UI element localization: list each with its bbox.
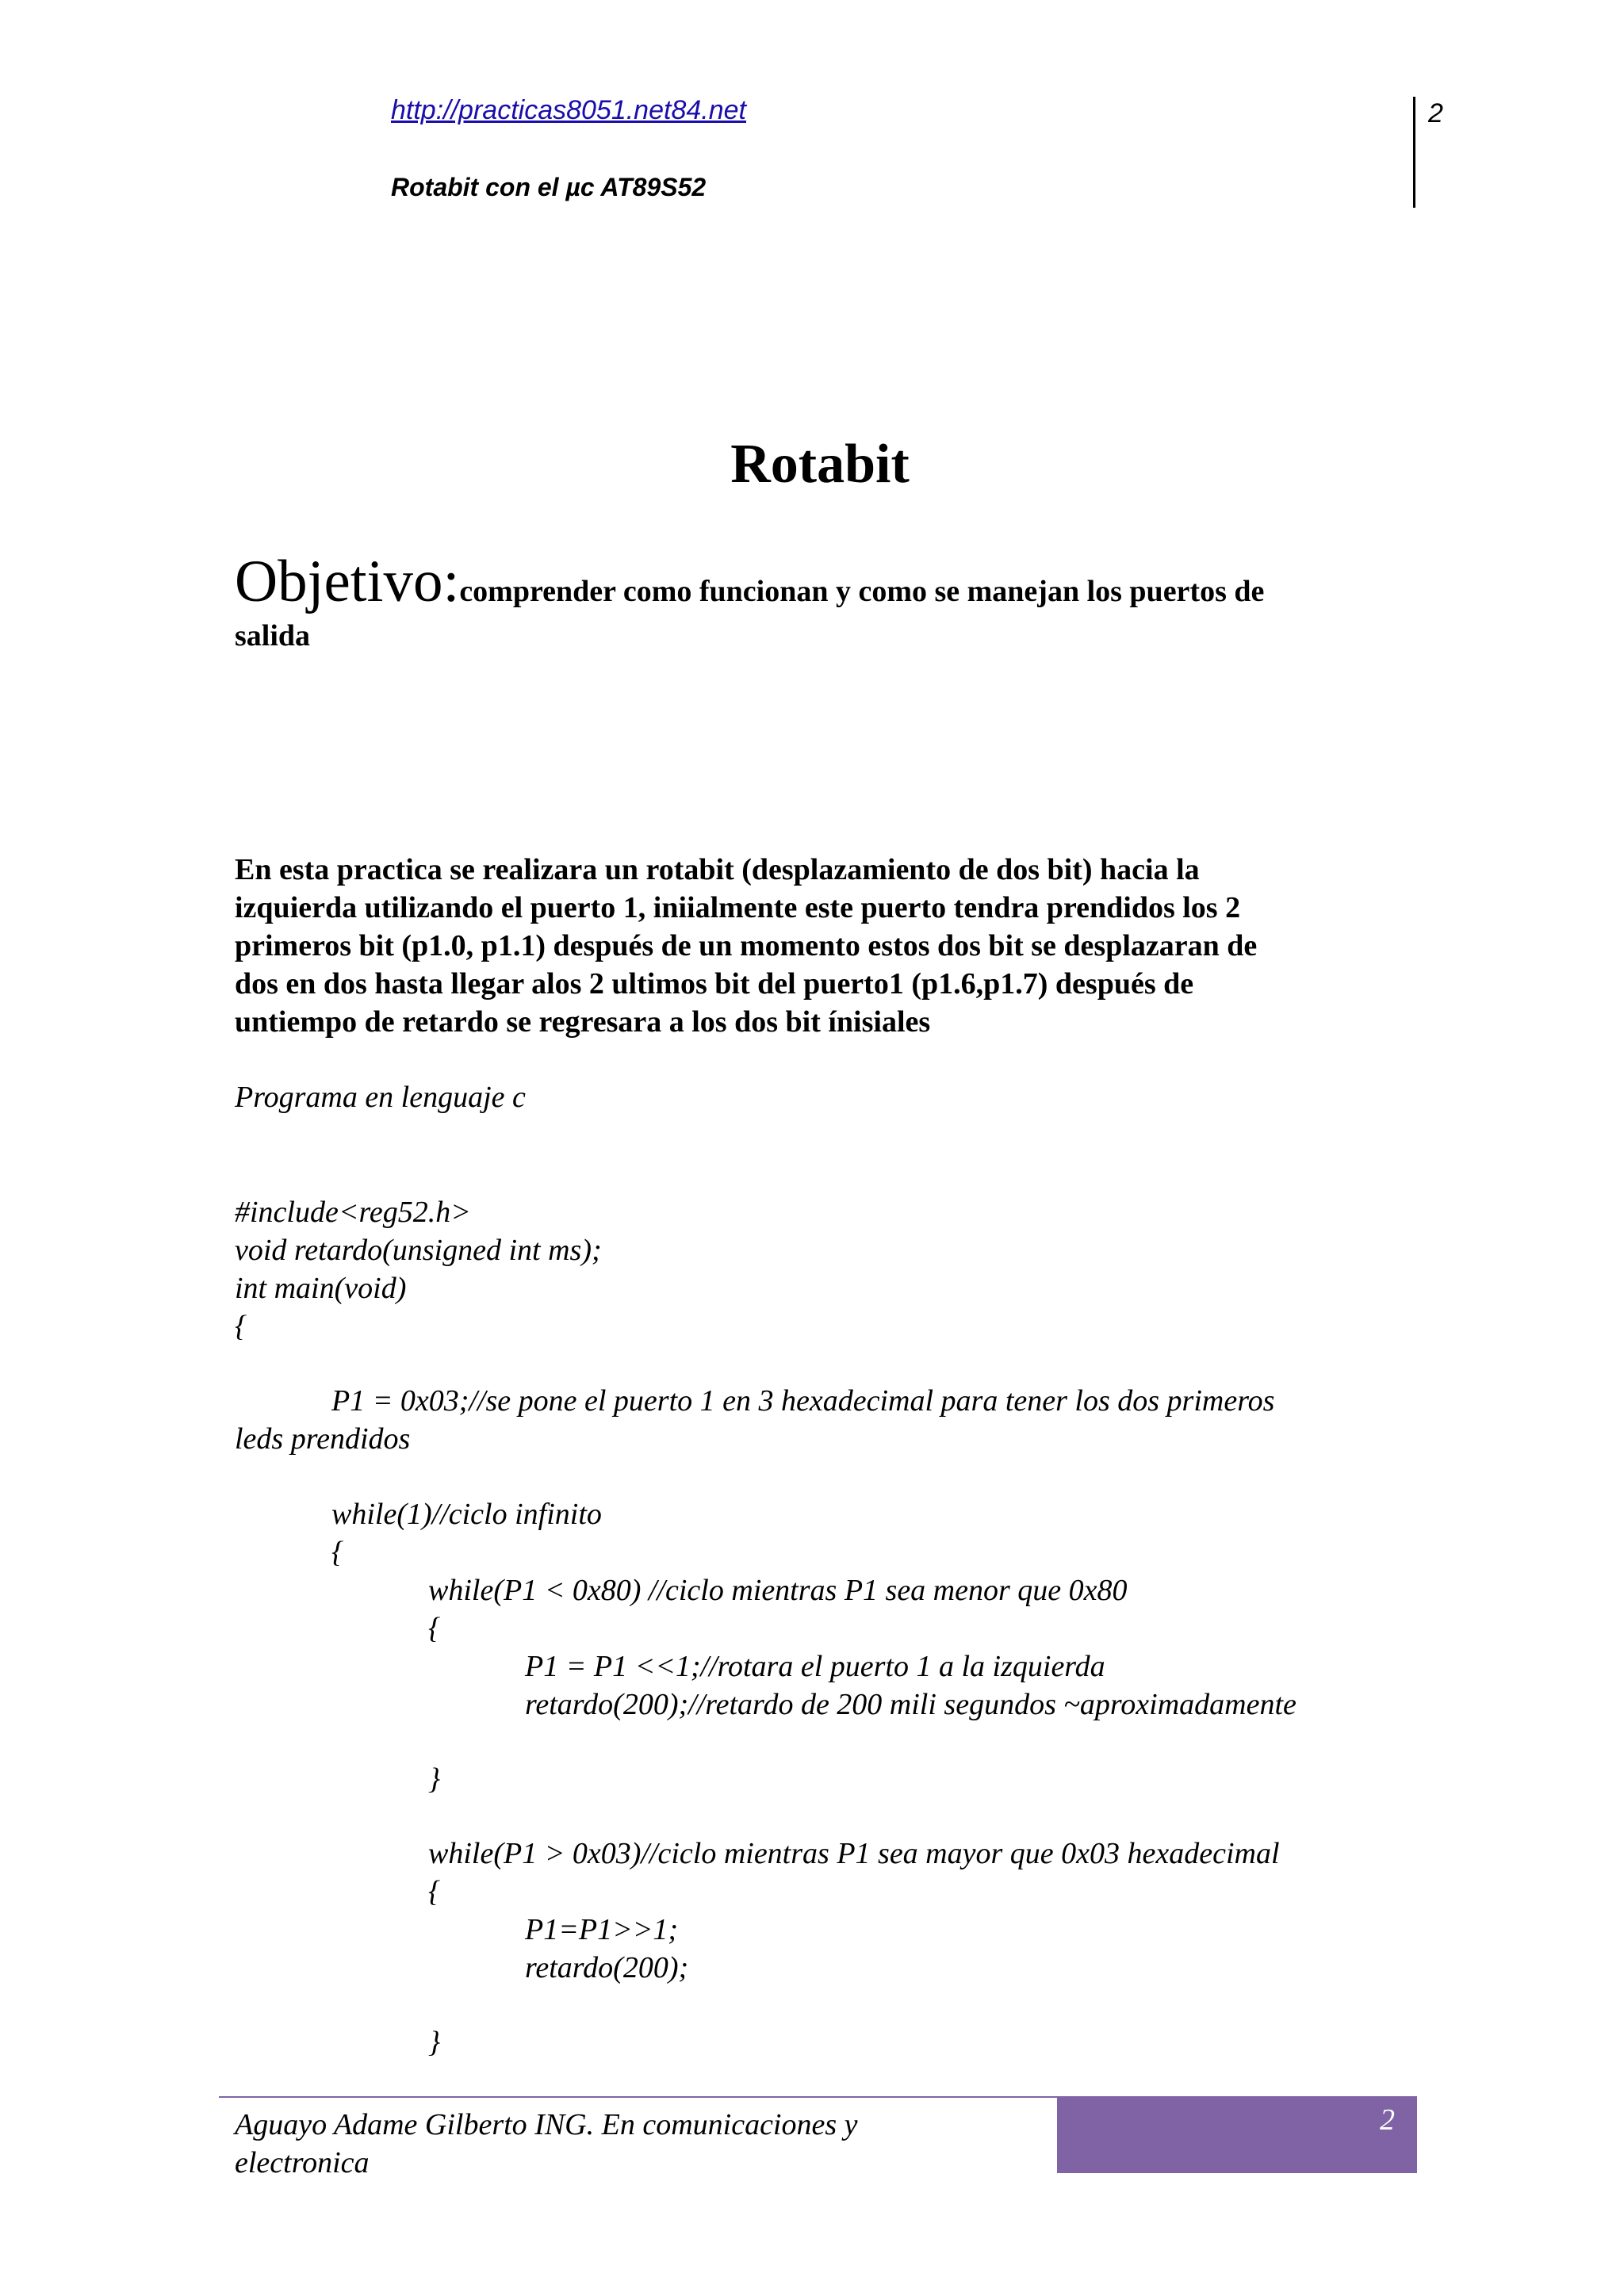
program-label: Programa en lenguaje c bbox=[235, 1081, 526, 1114]
objective-heading: Objetivo: bbox=[235, 549, 460, 614]
code-line-while-less: while(P1 < 0x80) //ciclo mientras P1 sea menor que 0x80 bbox=[428, 1574, 1128, 1607]
page-title-text: Rotabit bbox=[730, 434, 910, 495]
paragraph-line: dos en dos hasta llegar alos 2 ultimos bit del puerto1 (p1.6,p1.7) después de bbox=[235, 967, 1194, 1001]
header-subtitle: Rotabit con el µc AT89S52 bbox=[391, 173, 707, 201]
objective-text-cont: salida bbox=[235, 619, 311, 652]
paragraph-line: izquierda utilizando el puerto 1, iniialmente este puerto tendra prendidos los 2 bbox=[235, 891, 1241, 924]
header-divider bbox=[1413, 97, 1415, 208]
code-line-shift-left: P1 = P1 <<1;//rotara el puerto 1 a la izquierda bbox=[525, 1650, 1105, 1683]
code-line-p1-init: P1 = 0x03;//se pone el puerto 1 en 3 hexadecimal para tener los dos primeros bbox=[331, 1384, 1275, 1418]
code-line-brace-open-4: { bbox=[428, 1875, 441, 1908]
code-line-include: #include<reg52.h> bbox=[235, 1196, 471, 1229]
code-line-brace-open-2: { bbox=[331, 1536, 344, 1569]
footer-author-line: electronica bbox=[235, 2146, 370, 2179]
footer-accent-box bbox=[1057, 2096, 1417, 2173]
objective-text: comprender como funcionan y como se manejan los puertos de bbox=[459, 575, 1265, 608]
header-url-link[interactable]: http://practicas8051.net84.net bbox=[391, 95, 746, 125]
footer-rule bbox=[219, 2096, 1057, 2098]
paragraph-line: En esta practica se realizara un rotabit (desplazamiento de dos bit) hacia la bbox=[235, 853, 1200, 886]
code-line-brace-open-3: { bbox=[428, 1612, 441, 1645]
code-line-p1-init-cont: leds prendidos bbox=[235, 1422, 411, 1456]
paragraph-line: primeros bit (p1.0, p1.1) después de un momento estos dos bit se desplazaran de bbox=[235, 929, 1258, 962]
footer-page-number: 2 bbox=[1380, 2103, 1395, 2137]
paragraph-line: untiempo de retardo se regresara a los dos bit ínisiales bbox=[235, 1005, 931, 1039]
objective-block bbox=[235, 549, 1392, 657]
code-line-brace-open: { bbox=[235, 1310, 247, 1343]
code-line-while-greater: while(P1 > 0x03)//ciclo mientras P1 sea mayor que 0x03 hexadecimal bbox=[428, 1837, 1280, 1870]
code-line-brace-close-4: } bbox=[428, 2026, 441, 2059]
page-title bbox=[0, 433, 1624, 496]
code-line-brace-close-3: } bbox=[428, 1762, 441, 1796]
code-line-while-infinite: while(1)//ciclo infinito bbox=[331, 1498, 602, 1531]
description-paragraph bbox=[235, 851, 1385, 1041]
code-line-main: int main(void) bbox=[235, 1272, 407, 1305]
header-page-number: 2 bbox=[1428, 98, 1443, 128]
code-line-delay-2: retardo(200); bbox=[525, 1951, 689, 1984]
code-line-shift-right: P1=P1>>1; bbox=[525, 1913, 679, 1946]
footer-author bbox=[235, 2106, 858, 2182]
code-line-prototype: void retardo(unsigned int ms); bbox=[235, 1234, 602, 1267]
footer-author-line: Aguayo Adame Gilberto ING. En comunicaciones y bbox=[235, 2108, 858, 2141]
code-line-delay-1: retardo(200);//retardo de 200 mili segundos ~aproximadamente bbox=[525, 1688, 1297, 1721]
